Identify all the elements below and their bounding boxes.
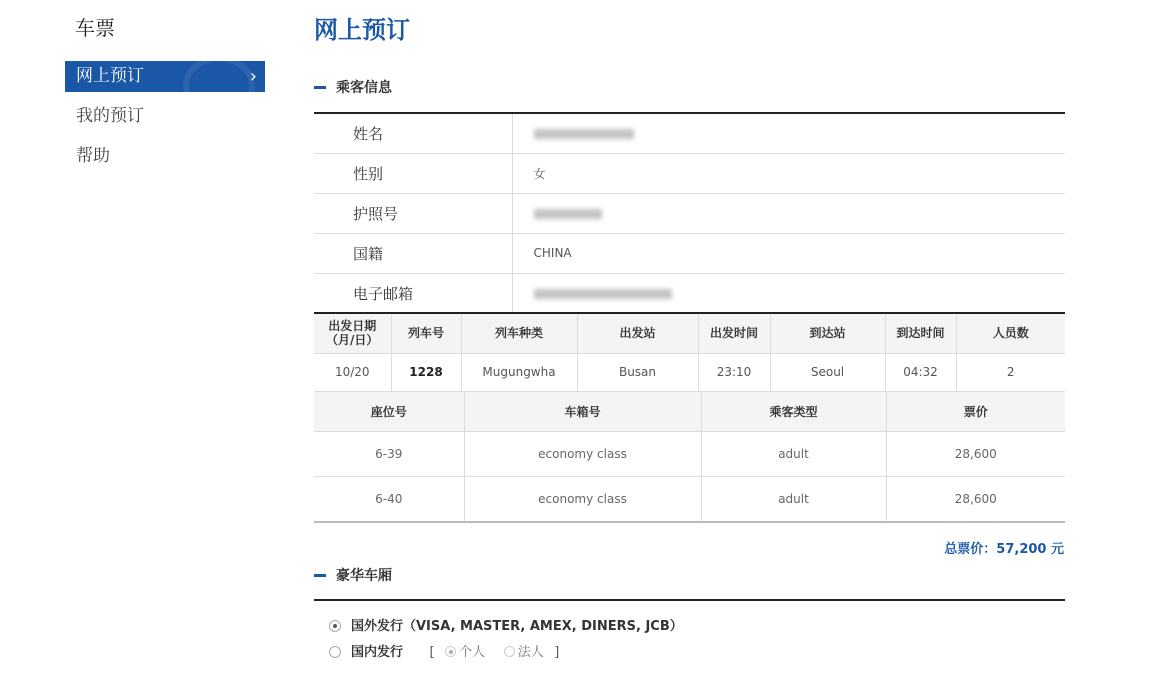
sub-option-label: 个人: [459, 645, 486, 660]
payment-option-foreign[interactable]: [329, 618, 683, 636]
section-heading-text: 乘客信息: [336, 80, 392, 96]
radio-button[interactable]: [329, 620, 341, 632]
cell-fare: 28,600: [886, 477, 1065, 522]
cell-date: 10/20: [314, 353, 391, 391]
email-value: [512, 273, 1065, 313]
redacted-value: [534, 209, 602, 219]
table-row: [314, 153, 1065, 193]
cell-car-no: economy class: [464, 477, 701, 522]
table-header-row: [314, 392, 1065, 432]
chevron-right-icon: ›: [249, 66, 257, 87]
sub-option-label: 法人: [517, 645, 544, 660]
section-marker: [314, 574, 326, 577]
cell-departure-station: Busan: [577, 353, 698, 391]
passenger-info-table: [314, 112, 1065, 314]
section-heading-text: 豪华车厢: [336, 568, 392, 584]
sub-option-corporate[interactable]: [504, 645, 544, 660]
col-header-arrival-station: 到达站: [770, 313, 885, 353]
table-row: [314, 273, 1065, 313]
col-header-date: 出发日期 （月/日）: [314, 313, 391, 353]
payment-option-label: 国内发行: [351, 645, 404, 660]
gender-value: 女: [512, 153, 1065, 193]
col-header-seat-no: 座位号: [314, 392, 464, 432]
nationality-label: 国籍: [314, 233, 512, 273]
table-row: [314, 233, 1065, 273]
col-header-fare: 票价: [886, 392, 1065, 432]
name-label: 姓名: [314, 113, 512, 153]
col-header-train-no: 列车号: [391, 313, 461, 353]
sidebar-item-label: 帮助: [76, 146, 110, 166]
col-header-departure-station: 出发站: [577, 313, 698, 353]
passenger-section-heading: [314, 78, 392, 98]
name-value: [512, 113, 1065, 153]
train-info-table: [314, 312, 1065, 392]
redacted-value: [534, 129, 634, 139]
col-header-train-type: 列车种类: [461, 313, 577, 353]
cell-seat-no: 6-39: [314, 432, 464, 477]
payment-option-domestic[interactable]: [329, 644, 565, 662]
radio-button[interactable]: [329, 646, 341, 658]
nationality-value: CHINA: [512, 233, 1065, 273]
table-row: [314, 353, 1065, 391]
bracket-open: [: [429, 645, 435, 660]
total-fare: [944, 538, 1064, 557]
cell-passenger-count: 2: [956, 353, 1065, 391]
passport-value: [512, 193, 1065, 233]
section-divider: [314, 599, 1065, 601]
cell-seat-no: 6-40: [314, 477, 464, 522]
sidebar-item-help[interactable]: [65, 141, 265, 172]
col-header-departure-time: 出发时间: [698, 313, 770, 353]
table-header-row: [314, 313, 1065, 353]
cell-car-no: economy class: [464, 432, 701, 477]
sidebar-title: 车票: [75, 16, 115, 40]
cell-train-no: 1228: [391, 353, 461, 391]
payment-option-label: 国外发行（VISA, MASTER, AMEX, DINERS, JCB）: [351, 619, 683, 634]
passport-label: 护照号: [314, 193, 512, 233]
cell-train-type: Mugungwha: [461, 353, 577, 391]
sidebar-item-label: 我的预订: [76, 106, 144, 126]
cell-arrival-station: Seoul: [770, 353, 885, 391]
table-row: [314, 432, 1065, 477]
col-header-passenger-count: 人员数: [956, 313, 1065, 353]
payment-section-heading: [314, 566, 392, 586]
section-marker: [314, 86, 326, 89]
sidebar-item-label: 网上预订: [76, 66, 144, 86]
table-row: [314, 113, 1065, 153]
cell-passenger-type: adult: [701, 432, 886, 477]
sub-option-individual[interactable]: [445, 645, 485, 660]
page-title: 网上预订: [314, 16, 410, 44]
cell-departure-time: 23:10: [698, 353, 770, 391]
cell-fare: 28,600: [886, 432, 1065, 477]
col-header-passenger-type: 乘客类型: [701, 392, 886, 432]
cell-passenger-type: adult: [701, 477, 886, 522]
gender-label: 性别: [314, 153, 512, 193]
bracket-close: ]: [554, 645, 560, 660]
radio-button[interactable]: [445, 646, 456, 657]
sidebar-item-online-booking[interactable]: [65, 61, 265, 92]
total-fare-label: 总票价：: [944, 542, 997, 557]
cell-arrival-time: 04:32: [885, 353, 956, 391]
table-row: [314, 477, 1065, 522]
sidebar-item-my-bookings[interactable]: [65, 101, 265, 132]
col-header-car-no: 车箱号: [464, 392, 701, 432]
col-header-arrival-time: 到达时间: [885, 313, 956, 353]
total-fare-value: 57,200 元: [996, 542, 1064, 557]
email-label: 电子邮箱: [314, 273, 512, 313]
table-row: [314, 193, 1065, 233]
radio-button[interactable]: [504, 646, 515, 657]
redacted-value: [534, 289, 672, 299]
seat-table: [314, 391, 1065, 523]
